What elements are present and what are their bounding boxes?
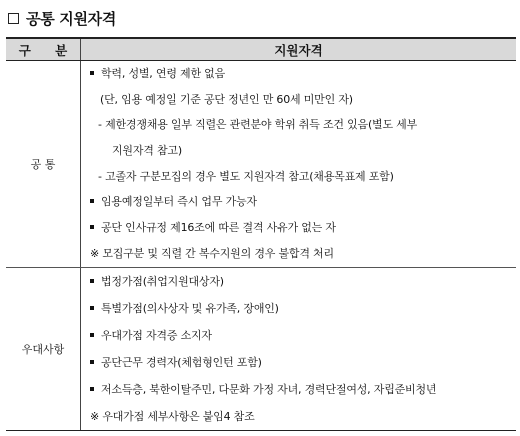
- section-title: 공통 지원자격: [26, 9, 117, 28]
- checkbox-square-icon: [8, 13, 19, 24]
- category-common: 공 통: [6, 61, 81, 268]
- preference-items: [81, 267, 517, 430]
- category-preference: 우대사항: [6, 267, 81, 430]
- list-item-note: ※ 모집구분 및 직렬 간 복수지원의 경우 불합격 처리: [90, 246, 334, 260]
- table-row-preference: [6, 267, 516, 430]
- list-item: 임용예정일부터 즉시 업무 가능자: [88, 189, 516, 215]
- list-item: 공단 인사규정 제16조에 따른 결격 사유가 없는 자: [88, 215, 516, 241]
- list-item: 저소득층, 북한이탈주민, 다문화 가정 자녀, 경력단절여성, 자립준비청년: [88, 376, 516, 403]
- bullet-icon: [90, 279, 94, 283]
- common-qualifications: [81, 61, 517, 268]
- list-item: 특별가점(의사상자 및 유가족, 장애인): [88, 295, 516, 322]
- list-item-note: (단, 임용 예정일 기준 공단 정년인 만 60세 미만인 자): [100, 92, 353, 106]
- list-item-dash: - 고졸자 구분모집의 경우 별도 지원자격 참고(채용목표제 포함): [98, 169, 394, 183]
- bullet-icon: [90, 225, 94, 229]
- table-row-common: [6, 61, 516, 268]
- bullet-icon: [90, 71, 94, 75]
- bullet-icon: [90, 387, 94, 391]
- list-item: 우대가점 자격증 소지자: [88, 322, 516, 349]
- list-item: 학력, 성별, 연령 제한 없음: [88, 61, 516, 87]
- header-qualification: 지원자격: [81, 38, 517, 61]
- list-item-note: ※ 우대가점 세부사항은 붙임4 참조: [90, 409, 255, 423]
- header-category: 구 분: [6, 38, 81, 61]
- bullet-icon: [90, 360, 94, 364]
- qualification-table: [6, 37, 516, 431]
- list-item: 법정가점(취업지원대상자): [88, 268, 516, 295]
- list-item-dash: - 제한경쟁채용 일부 직렬은 관련분야 학위 취득 조건 있음(별도 세부: [98, 118, 418, 132]
- bullet-icon: [90, 333, 94, 337]
- list-item: 공단근무 경력자(체험형인턴 포함): [88, 349, 516, 376]
- table-header-row: [6, 38, 516, 61]
- list-item-dash-continued: 지원자격 참고): [112, 144, 182, 158]
- bullet-icon: [90, 199, 94, 203]
- bullet-icon: [90, 306, 94, 310]
- section-heading: [8, 7, 116, 29]
